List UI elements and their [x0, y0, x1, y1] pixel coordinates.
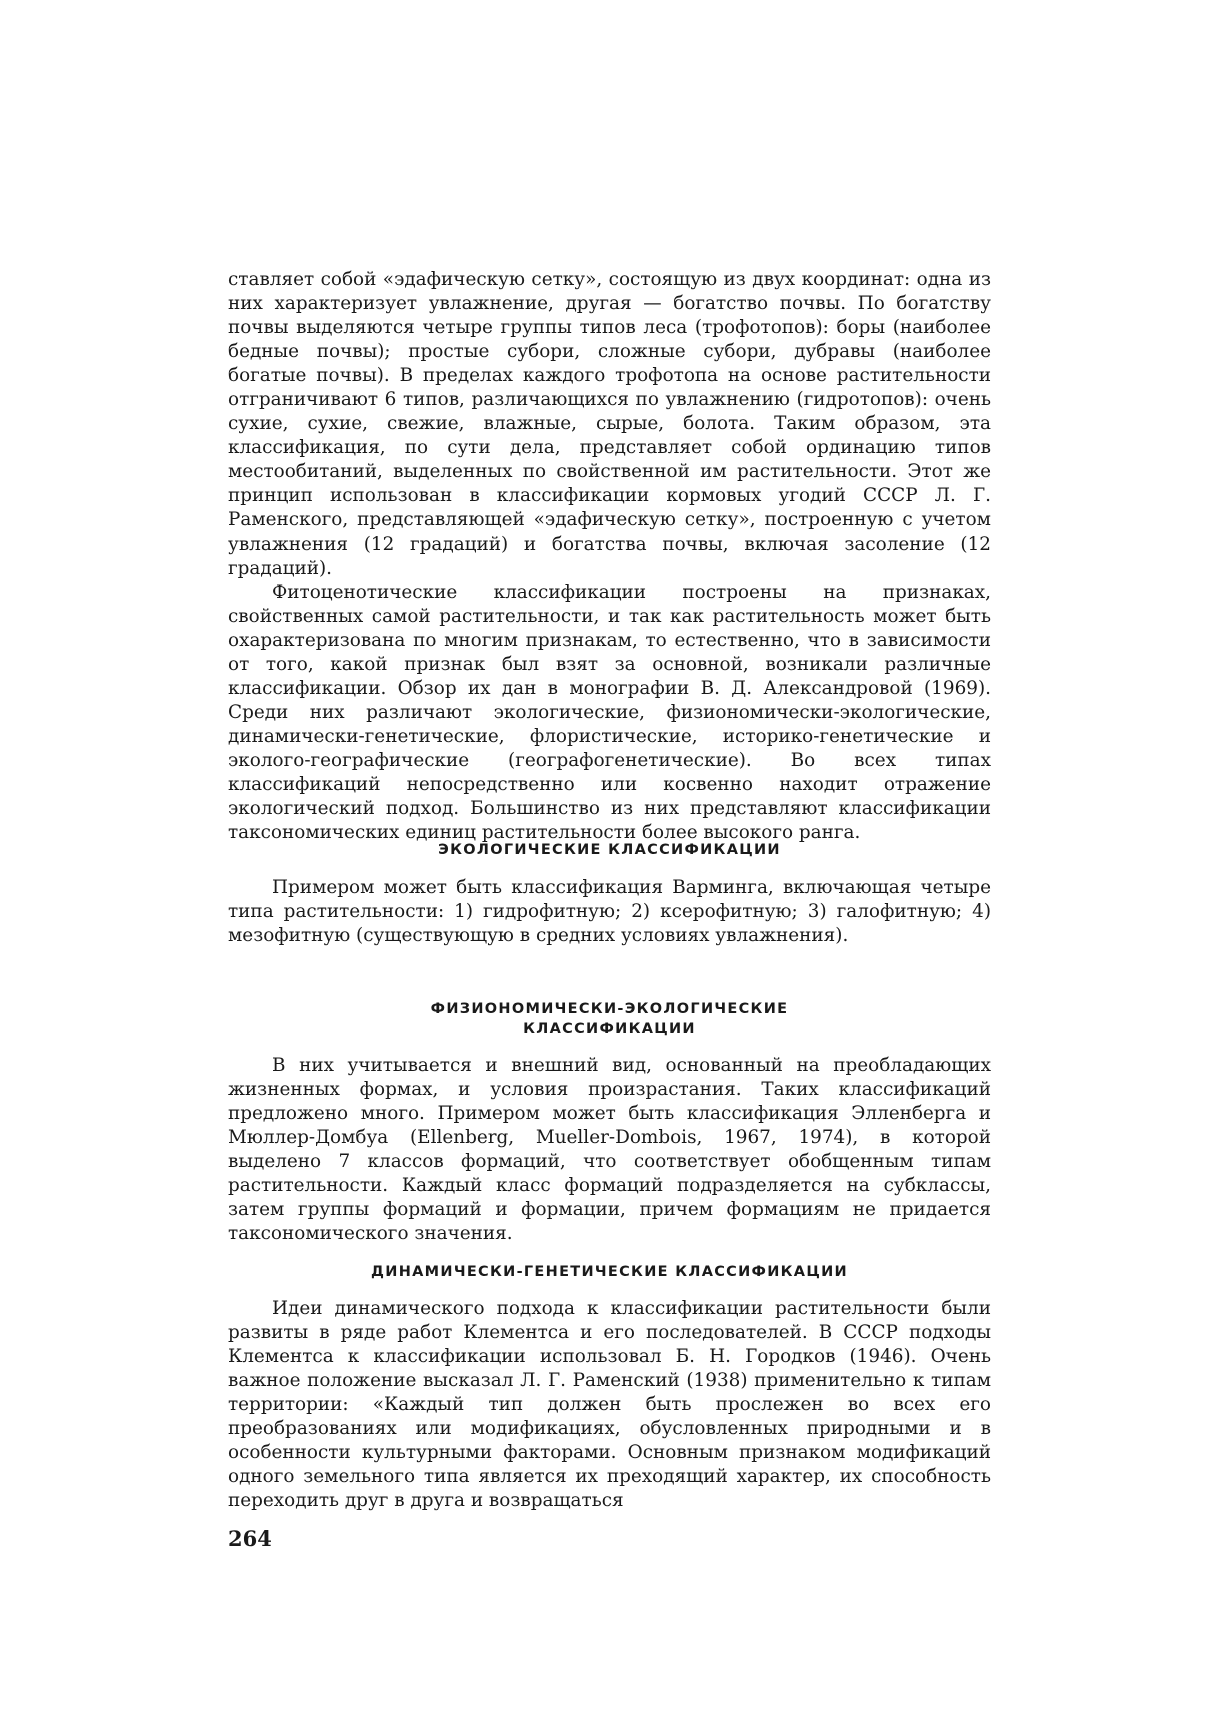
- intro-paragraph-2: Фитоценотические классификации построены на признаках, свойственных самой растительности, и так как растительность может быть охарактеризована по многим признакам, то естественно, что в зависимости от того, какой признак был взят за основной, возникали различные классификации. Обзор их дан в монографии В. Д. Александровой (1969). Среди них различают экологические, физиономически-экологические, динамически-генетические, флористические, историко-генетические и эколого-географические (географогенетические). Во всех типах классификаций непосредственно или косвенно находит отражение экологический подход. Большинство из них представляют классификации таксономических единиц растительности более высокого ранга.: [228, 581, 991, 844]
- ecological-heading: ЭКОЛОГИЧЕСКИЕ КЛАССИФИКАЦИИ: [438, 842, 781, 858]
- physiognomic-heading: [228, 999, 991, 1039]
- physiognomic-heading-line-2: КЛАССИФИКАЦИИ: [523, 1021, 696, 1037]
- physiognomic-heading-line-1: ФИЗИОНОМИЧЕСКИ-ЭКОЛОГИЧЕСКИЕ: [430, 1001, 789, 1017]
- physiognomic-text-block: [228, 1054, 991, 1246]
- intro-paragraph-1: ставляет собой «эдафическую сетку», состоящую из двух координат: одна из них характеризует увлажнение, другая — богатство почвы. По богатству почвы выделяются четыре группы типов леса (трофотопов): боры (наиболее бедные почвы); простые субори, сложные субори, дубравы (наиболее богатые почвы). В пределах каждого трофотопа на основе растительности отграничивают 6 типов, различающихся по увлажнению (гидротопов): очень сухие, сухие, свежие, влажные, сырые, болота. Таким образом, эта классификация, по сути дела, представляет собой ординацию типов местообитаний, выделенных по свойственной им растительности. Этот же принцип использован в классификации кормовых угодий СССР Л. Г. Раменского, представляющей «эдафическую сетку», построенную с учетом увлажнения (12 градаций) и богатства почвы, включая засоление (12 градаций).: [228, 269, 991, 579]
- ecological-text-block: [228, 876, 991, 948]
- intro-text-block: [228, 268, 991, 845]
- page-number: 264: [228, 1526, 272, 1551]
- dynamic-paragraph: Идеи динамического подхода к классификации растительности были развиты в ряде работ Клементса и его последователей. В СССР подходы Клементса к классификации использовал Б. Н. Городков (1946). Очень важное положение высказал Л. Г. Раменский (1938) применительно к типам территории: «Каждый тип должен быть прослежен во всех его преобразованиях или модификациях, обусловленных природными и в особенности культурными факторами. Основным признаком модификаций одного земельного типа является их преходящий характер, их способность переходить друг в друга и возвращаться: [228, 1298, 991, 1512]
- ecological-paragraph: Примером может быть классификация Варминга, включающая четыре типа растительности: 1) гидрофитную; 2) ксерофитную; 3) галофитную; 4) мезофитную (существующую в средних условиях увлажнения).: [228, 877, 991, 947]
- dynamic-text-block: [228, 1297, 991, 1513]
- physiognomic-paragraph: В них учитывается и внешний вид, основанный на преобладающих жизненных формах, и условия произрастания. Таких классификаций предложено много. Примером может быть классификация Элленберга и Мюллер-Домбуа (Ellenberg, Mueller-Dombois, 1967, 1974), в которой выделено 7 классов формаций, что соответствует обобщенным типам растительности. Каждый класс формаций подразделяется на субклассы, затем группы формаций и формации, причем формациям не придается таксономического значения.: [228, 1055, 991, 1245]
- dynamic-heading: ДИНАМИЧЕСКИ-ГЕНЕТИЧЕСКИЕ КЛАССИФИКАЦИИ: [371, 1264, 848, 1280]
